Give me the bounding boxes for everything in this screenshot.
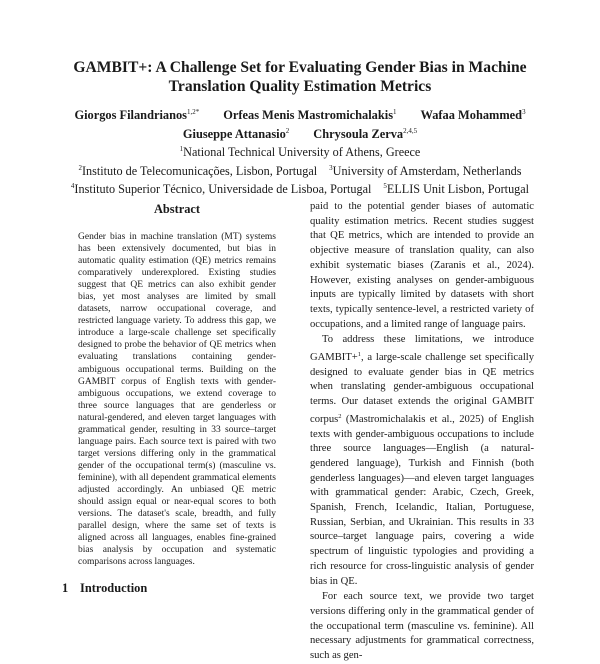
body-paragraph-1: paid to the potential gender biases of automatic quality estimation metrics. Recent studies suggest that QE metrics, which are intended to provide an objective measure of translation quality, can also exhibit systematic biases (Zaranis et al., 2024). However, existing analyses on gender-ambiguous inputs are typically limited by datasets with short texts, typically sentence-level, a restricted variety of occupations, and a limited range of language pairs. [310, 201, 534, 330]
body-paragraph-2 [310, 333, 534, 589]
author-affil-marker: 2,4,5 [403, 127, 418, 135]
author-name: Giuseppe Attanasio [182, 127, 286, 141]
title-line-2: Translation Quality Estimation Metrics [168, 78, 432, 95]
affiliation-row-3 [40, 179, 560, 198]
author-block [40, 104, 560, 198]
affiliation-number: 1 [179, 145, 184, 153]
abstract-heading: Abstract [153, 202, 201, 216]
section-title: Introduction [80, 581, 148, 595]
affiliation-number: 4 [70, 182, 75, 190]
affiliation-text: National Technical University of Athens, Greece [183, 145, 421, 159]
abstract-text: Gender bias in machine translation (MT) systems has been extensively documented, but bias in automatic quality estimation (QE) metrics remains comparatively underexplored. Existing studies suggest that QE metrics can also exhibit gender bias, yet most analyses are limited by small datasets, narrow occupational coverage, and restricted language variety. To address this gap, we introduce a large-scale challenge set specifically designed to probe the behavior of QE metrics when evaluating translations containing gender-ambiguous occupational terms. Building on the GAMBIT corpus of English texts with gender-ambiguous occupations, we extend coverage to three source languages that are genderless or natural-gendered, and eleven target languages with grammatical gender, resulting in 33 source–target language pairs. Each source text is paired with two target versions differing only in the grammatical gender of the occupational term(s) (masculine vs. feminine), with all dependent grammatical elements adjusted accordingly. An unbiased QE metric should assign equal or near-equal scores to both versions. The dataset's scale, breadth, and fully parallel design, where the same set of texts is aligned across all languages, enables fine-grained bias analysis by occupation and systematic comparisons across languages. [78, 232, 276, 568]
paragraph-text: , a large-scale challenge set specifically designed to evaluate gender bias in QE metrics when translating gender-ambiguous occupational terms. Our dataset extends the original GAMBIT corpus [310, 352, 534, 425]
author-affil-marker: 3 [522, 108, 526, 116]
footnote-marker: 2 [338, 412, 342, 420]
affiliation-number: 3 [329, 163, 333, 172]
affiliation-text: Instituto Superior Técnico, Universidade de Lisboa, Portugal [74, 182, 372, 196]
affiliation-row-2 [40, 161, 560, 180]
title-line-1: GAMBIT+: A Challenge Set for Evaluating Gender Bias in Machine [73, 59, 527, 76]
paragraph-text: To address these limitations, we introduce GAMBIT+ [310, 334, 534, 364]
section-heading [62, 581, 147, 596]
author-name: Wafaa Mohammed [420, 108, 523, 122]
affiliation-text: ELLIS Unit Lisbon, Portugal [386, 182, 530, 196]
body-paragraph-3: For each source text, we provide two target versions differing only in the grammatical gender of the occupational term (masculine vs. feminine). All necessary adjustments for grammatical correctness, such as gen- [310, 591, 534, 662]
author-name: Orfeas Menis Mastromichalakis [223, 108, 394, 122]
paper-title [40, 58, 560, 96]
author-affil-marker: 2 [285, 127, 290, 135]
affiliation-number: 2 [78, 163, 82, 172]
author-affil-marker: 1 [393, 108, 397, 116]
affiliation-row-1 [40, 142, 560, 161]
author-row-2 [40, 123, 560, 142]
affiliation-text: University of Amsterdam, Netherlands [332, 163, 522, 178]
paragraph-text: (Mastromichalakis et al., 2025) of English texts with gender-ambiguous occupations to include three source languages—English (a natural-gendered language), Turkish and Finnish (both genderless languages)—and eleven target languages with grammatical gender: Arabic, Czech, Greek, Spanish, French, Icelandic, Italian, Portuguese, Russian, Serbian, and Ukrainian. This results in 33 source–target language pairs, covering a wide spectrum of linguistic typologies and providing a rich resource for cross-linguistic analysis of gender bias in QE. [310, 413, 534, 587]
affiliation-text: Instituto de Telecomunicações, Lisbon, Portugal [81, 163, 318, 178]
footnote-marker: 1 [357, 351, 362, 359]
affiliation-number: 5 [383, 182, 387, 190]
section-number: 1 [62, 581, 69, 595]
author-name: Giorgos Filandrianos [74, 108, 187, 122]
right-column [310, 200, 534, 664]
author-name: Chrysoula Zerva [313, 127, 404, 141]
affiliations [40, 142, 560, 198]
left-column [78, 202, 276, 568]
author-row-1 [40, 104, 560, 123]
author-affil-marker: 1,2* [187, 108, 200, 116]
